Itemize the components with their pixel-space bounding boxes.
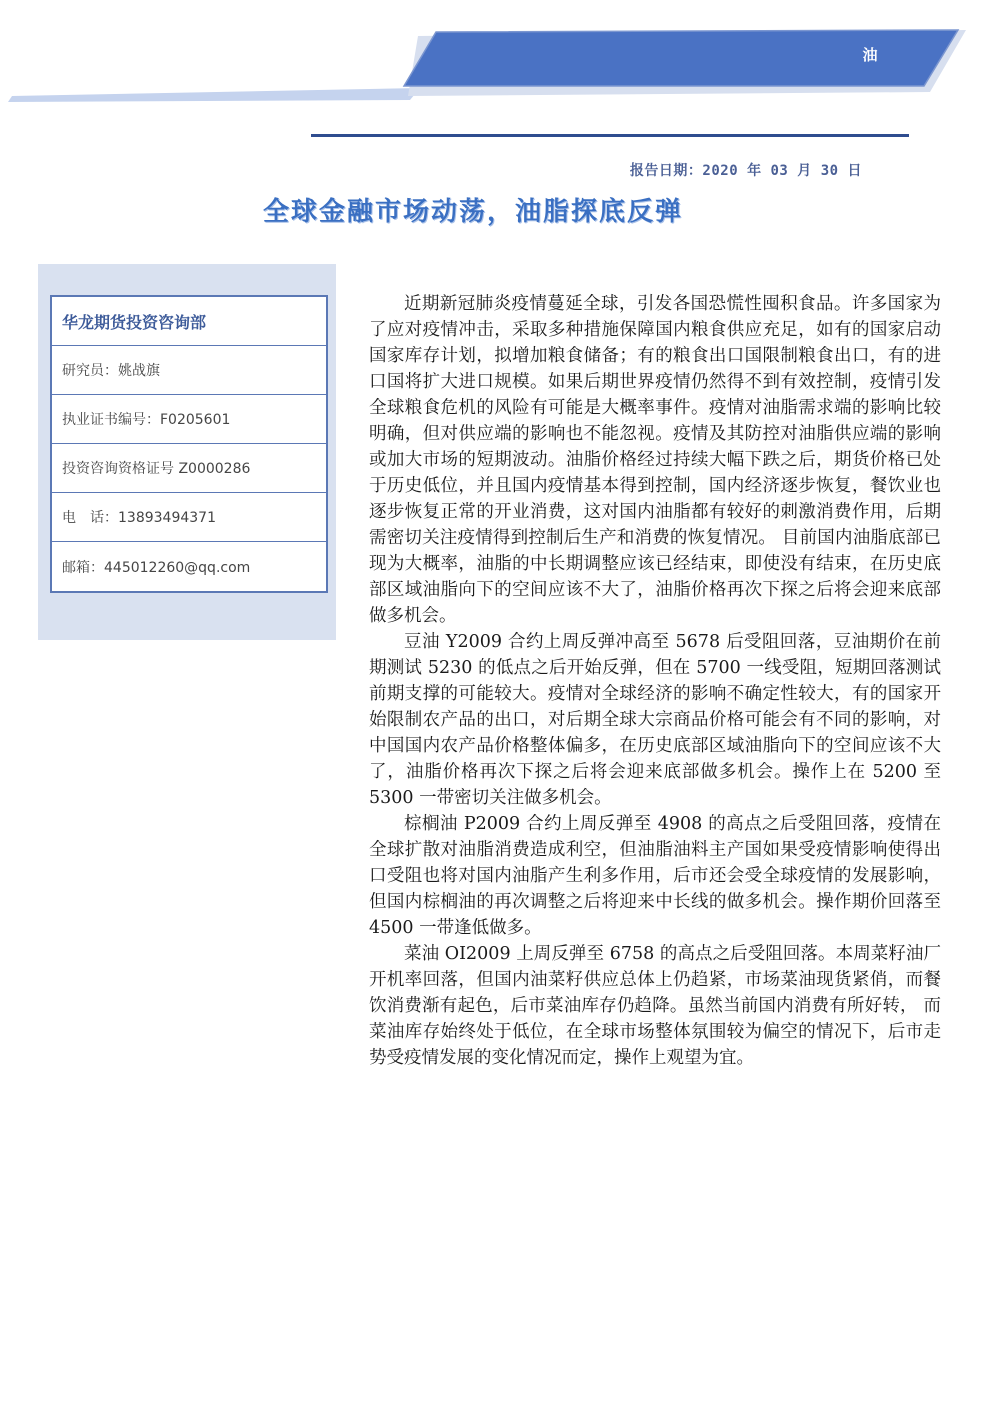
qualification-number: 投资咨询资格证号 Z0000286	[52, 444, 326, 493]
analyst-info-table	[50, 295, 328, 593]
phone-number: 电 话：13893494371	[52, 493, 326, 542]
researcher-name: 研究员：姚战旗	[52, 346, 326, 395]
page-title: 全球金融市场动荡，油脂探底反弹	[262, 197, 683, 227]
paragraph-palm-oil: 棕榈油 P2009 合约上周反弹至 4908 的高点之后受阻回落，疫情在全球扩散对油脂消费造成利空，但油脂油料主产国如果受疫情影响使得出口受阻也将对国内油脂产生利多作用，后市还会受全球疫情的发展影响，但国内棕榈油的再次调整之后将迎来中长线的做多机会。操作期价回落至 4500 一带逢低做多。	[369, 814, 941, 938]
banner-light-stripe	[8, 88, 420, 102]
paragraph-rapeseed-oil: 菜油 OI2009 上周反弹至 6758 的高点之后受阻回落。本周菜籽油厂开机率回落，但国内油菜籽供应总体上仍趋紧，市场菜油现货紧俏，而餐饮消费渐有起色，后市菜油库存仍趋降。虽然当前国内消费有所好转， 而菜油库存始终处于低位，在全球市场整体氛围较为偏空的情况下，后市走势受疫情发展的变化情况而定，操作上观望为宜。	[369, 944, 941, 1068]
paragraph-overview: 近期新冠肺炎疫情蔓延全球，引发各国恐慌性囤积食品。许多国家为了应对疫情冲击，采取多种措施保障国内粮食供应充足，如有的国家启动国家库存计划，拟增加粮食储备；有的粮食出口国限制粮食出口，有的进口国将扩大进口规模。如果后期世界疫情仍然得不到有效控制，疫情引发全球粮食危机的风险有可能是大概率事件。疫情对油脂需求端的影响比较明确，但对供应端的影响也不能忽视。疫情及其防控对油脂供应端的影响或加大市场的短期波动。油脂价格经过持续大幅下跌之后，期货价格已处于历史低位，并且国内疫情基本得到控制，国内经济逐步恢复，餐饮业也逐步恢复正常的开业消费，这对国内油脂都有较好的刺激消费作用，后期需密切关注疫情得到控制后生产和消费的恢复情况。 目前国内油脂底部已现为大概率，油脂的中长期调整应该已经结束，即使没有结束，在历史底部区域油脂向下的空间应该不大了，油脂价格再次下探之后将会迎来底部做多机会。	[369, 294, 941, 626]
department-name: 华龙期货投资咨询部	[52, 297, 326, 346]
header-rule	[311, 134, 909, 137]
license-number: 执业证书编号：F0205601	[52, 395, 326, 444]
email-address: 邮箱：445012260@qq.com	[62, 559, 251, 576]
report-date: 报告日期：2020 年 03 月 30 日	[629, 163, 862, 179]
header-banner	[0, 0, 992, 110]
paragraph-soybean-oil: 豆油 Y2009 合约上周反弹冲高至 5678 后受阻回落，豆油期价在前期测试 5230 的低点之后开始反弹，但在 5700 一线受阻，短期回落测试前期支撑的可能较大。疫情对全球经济的影响不确定性较大，有的国家开始限制农产品的出口，对后期全球大宗商品价格可能会有不同的影响，对中国国内农产品价格整体偏多，在历史底部区域油脂向下的空间应该不大了，油脂价格再次下探之后将会迎来底部做多机会。操作上在 5200 至 5300 一带密切关注做多机会。	[369, 632, 941, 808]
banner-tag: 油	[862, 46, 878, 64]
report-body	[369, 291, 941, 1071]
